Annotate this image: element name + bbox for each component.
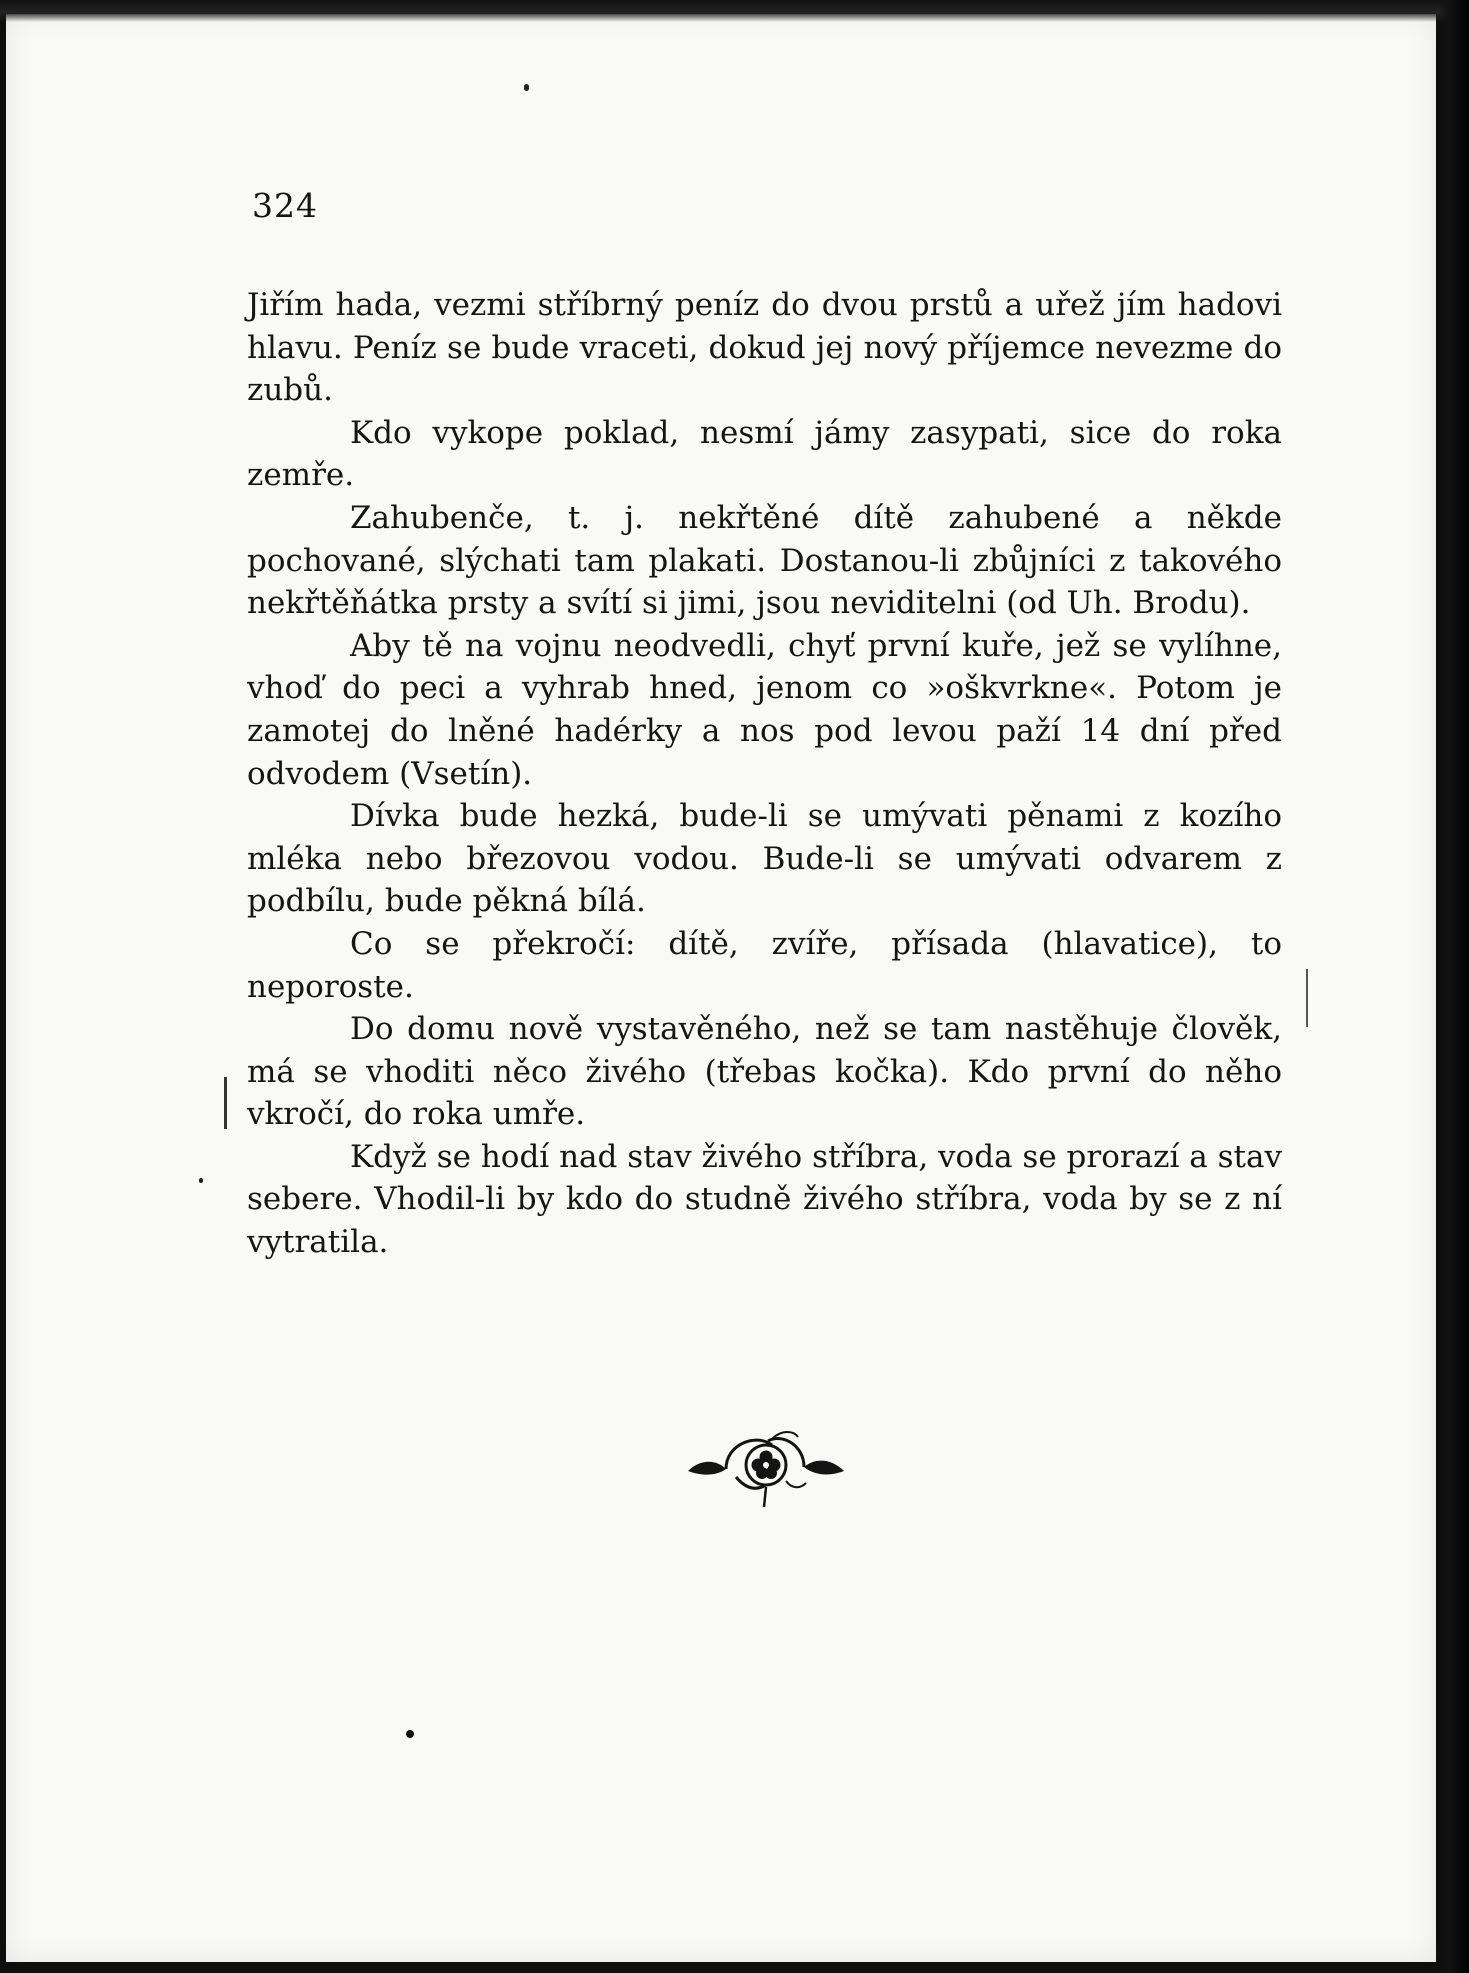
scan-speck [406, 1730, 414, 1738]
paragraph: Do domu nově vystavěného, než se tam nastěhuje člověk, má se vhoditi něco živého (třebas kočka). Kdo první do něho vkročí, do roka umře. [247, 1011, 1282, 1133]
paragraph: Co se překročí: dítě, zvíře, přísada (hlavatice), to neporoste. [247, 925, 1282, 1005]
paragraph: Když se hodí nad stav živého stříbra, voda se prorazí a stav sebere. Vhodil-li by kdo do studně živého stříbra, voda by se z ní vytratila. [247, 1138, 1282, 1261]
scan-speck [524, 84, 529, 91]
paragraph: Kdo vykope poklad, nesmí jámy zasypati, sice do roka zemře. [247, 414, 1282, 494]
paragraph: Dívka bude hezká, bude-li se umývati pěnami z kozího mléka nebo březovou vodou. Bude-li se umývati odvarem z podbílu, bude pěkná bílá. [247, 798, 1282, 920]
page-number: 324 [252, 186, 318, 225]
scan-right-edge [1439, 0, 1469, 1973]
paragraph: Aby tě na vojnu neodvedli, chyť první kuře, jež se vylíhne, vhoď do peci a vyhrab hned, jenom co »oškvrkne«. Potom je zamotej do lněné hadérky a nos pod levou paží 14 dní před odvodem (Vsetín). [247, 627, 1282, 792]
scan-speck [199, 1178, 203, 1183]
margin-mark [224, 1077, 227, 1129]
paragraph: Jiřím hada, vezmi stříbrný peníz do dvou prstů a uřež jím hadovi hlavu. Peníz se bude vraceti, dokud jej nový příjemce nevezme do zubů. [247, 287, 1282, 409]
paragraph: Zahubenče, t. j. nekřtěné dítě zahubené a někde pochované, slýchati tam plakati. Dostanou-li zbůjníci z takového nekřtěňátka prsty a svítí si jimi, jsou neviditelni (od Uh. Brodu). [247, 499, 1282, 622]
margin-mark [1306, 969, 1308, 1027]
floral-vignette-icon [686, 1419, 846, 1509]
text-block [247, 284, 1282, 1264]
scan-top-edge [0, 0, 1469, 22]
book-page [6, 14, 1436, 1962]
